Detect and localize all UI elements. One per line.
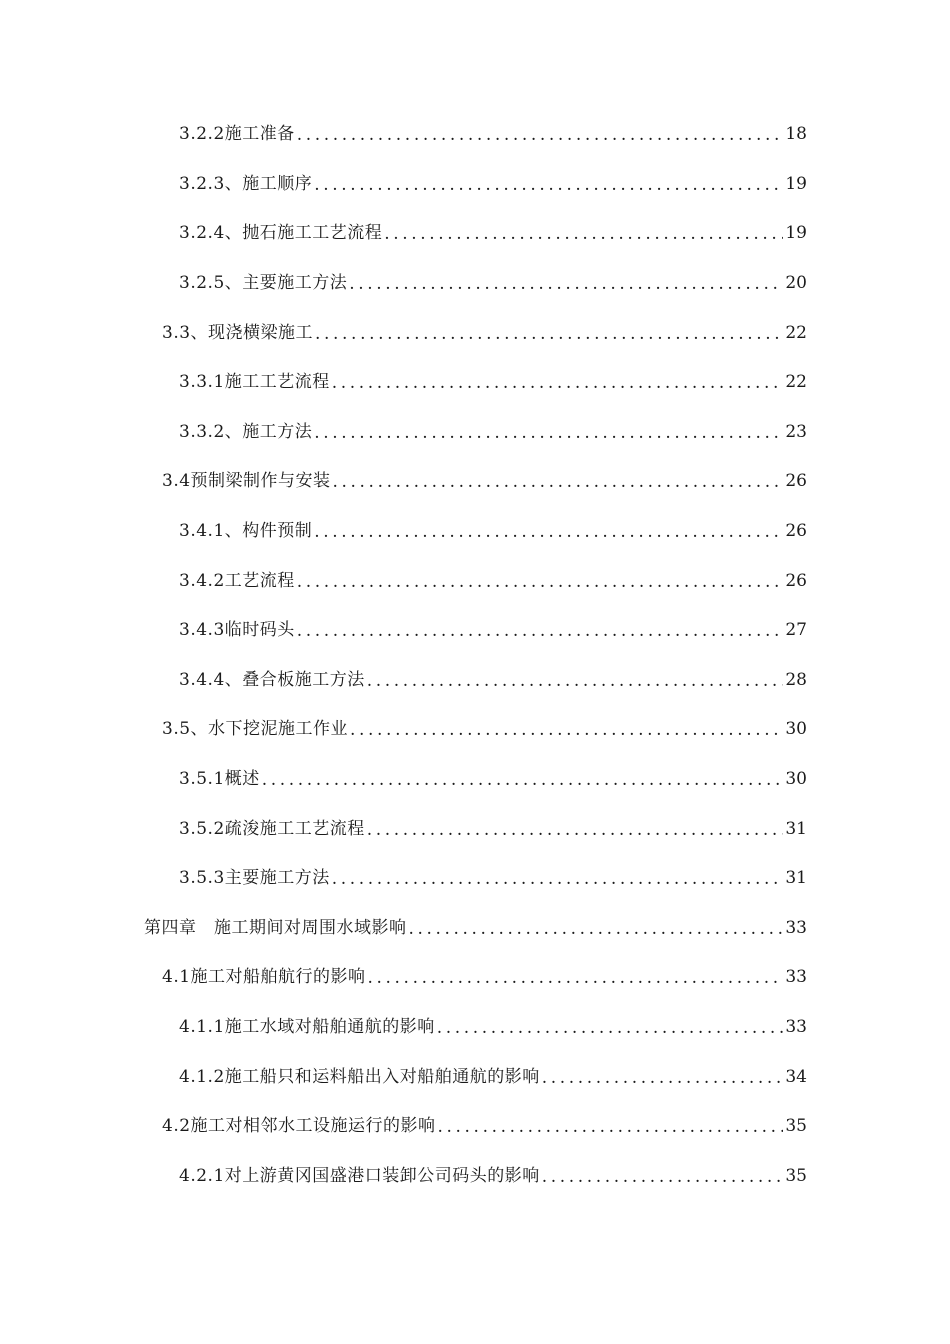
- toc-entry-page-number: 19: [785, 173, 807, 194]
- toc-entry-page-number: 33: [785, 917, 807, 938]
- toc-dot-leader: [368, 970, 784, 987]
- toc-entry[interactable]: [0, 1102, 950, 1152]
- toc-entry-page-number: 30: [785, 719, 807, 740]
- toc-entry[interactable]: [0, 705, 950, 755]
- toc-entry-title: 3.4.3临时码头: [179, 620, 295, 641]
- toc-entry-title: 4.1施工对船舶航行的影响: [162, 967, 366, 988]
- toc-entry-title: 3.2.4、抛石施工工艺流程: [179, 223, 383, 244]
- toc-entry[interactable]: [0, 755, 950, 805]
- toc-entry-title: 3.2.3、施工顺序: [179, 173, 313, 194]
- toc-entry-page-number: 26: [785, 570, 807, 591]
- toc-dot-leader: [437, 1020, 784, 1037]
- toc-dot-leader: [384, 226, 783, 243]
- toc-entry[interactable]: [0, 507, 950, 557]
- toc-entry-page-number: 27: [785, 620, 807, 641]
- toc-dot-leader: [333, 474, 784, 491]
- toc-entry[interactable]: [0, 1003, 950, 1053]
- toc-entry-title: 3.5、水下挖泥施工作业: [162, 719, 349, 740]
- toc-dot-leader: [367, 822, 784, 839]
- toc-dot-leader: [297, 574, 784, 591]
- toc-dot-leader: [332, 375, 784, 392]
- toc-entry[interactable]: [0, 606, 950, 656]
- toc-entry[interactable]: [0, 656, 950, 706]
- toc-entry-page-number: 31: [785, 818, 807, 839]
- toc-entry-title: 3.3.2、施工方法: [179, 421, 313, 442]
- toc-entry[interactable]: [0, 160, 950, 210]
- toc-entry-title: 3.2.5、主要施工方法: [179, 273, 348, 294]
- toc-entry-page-number: 22: [785, 322, 807, 343]
- toc-entry[interactable]: [0, 408, 950, 458]
- toc-dot-leader: [438, 1119, 784, 1136]
- toc-entry[interactable]: [0, 259, 950, 309]
- toc-entry[interactable]: [0, 358, 950, 408]
- toc-entry-page-number: 31: [785, 868, 807, 889]
- toc-entry-title: 3.4预制梁制作与安装: [162, 471, 331, 492]
- toc-entry-title: 4.2施工对相邻水工设施运行的影响: [162, 1116, 436, 1137]
- toc-dot-leader: [367, 673, 784, 690]
- toc-entry-title: 3.5.3主要施工方法: [179, 868, 330, 889]
- toc-entry-title: 4.1.2施工船只和运料船出入对船舶通航的影响: [179, 1066, 540, 1087]
- toc-entry[interactable]: [0, 953, 950, 1003]
- toc-entry[interactable]: [0, 110, 950, 160]
- toc-dot-leader: [314, 425, 783, 442]
- toc-entry-page-number: 33: [785, 967, 807, 988]
- toc-entry-page-number: 26: [785, 521, 807, 542]
- toc-dot-leader: [297, 623, 784, 640]
- toc-entry-title: 3.2.2施工准备: [179, 124, 295, 145]
- toc-entry-title: 3.4.1、构件预制: [179, 521, 313, 542]
- toc-dot-leader: [349, 276, 783, 293]
- toc-entry-title: 3.5.1概述: [179, 769, 260, 790]
- toc-entry-page-number: 35: [785, 1165, 807, 1186]
- toc-entry-page-number: 26: [785, 471, 807, 492]
- toc-entry[interactable]: [0, 854, 950, 904]
- toc-entry-page-number: 23: [785, 421, 807, 442]
- toc-entry-page-number: 34: [785, 1066, 807, 1087]
- toc-entry-page-number: 20: [785, 273, 807, 294]
- toc-dot-leader: [542, 1070, 784, 1087]
- toc-entry-title: 4.1.1施工水域对船舶通航的影响: [179, 1016, 435, 1037]
- toc-entry[interactable]: [0, 308, 950, 358]
- toc-dot-leader: [350, 722, 783, 739]
- toc-entry-title: 3.4.4、叠合板施工方法: [179, 669, 365, 690]
- toc-entry[interactable]: [0, 1151, 950, 1201]
- toc-dot-leader: [297, 127, 784, 144]
- toc-dot-leader: [542, 1169, 784, 1186]
- toc-entry-title: 3.3、现浇横梁施工: [162, 322, 314, 343]
- toc-dot-leader: [332, 871, 784, 888]
- toc-dot-leader: [409, 921, 784, 938]
- toc-entry-page-number: 19: [785, 223, 807, 244]
- toc-entry-page-number: 22: [785, 372, 807, 393]
- table-of-contents: [0, 110, 950, 1201]
- toc-entry[interactable]: [0, 1052, 950, 1102]
- toc-entry[interactable]: [0, 556, 950, 606]
- toc-entry[interactable]: [0, 457, 950, 507]
- toc-entry-page-number: 18: [785, 124, 807, 145]
- toc-entry-title: 3.4.2工艺流程: [179, 570, 295, 591]
- toc-entry-page-number: 28: [785, 669, 807, 690]
- toc-entry-title: 3.5.2疏浚施工工艺流程: [179, 818, 365, 839]
- toc-entry-page-number: 30: [785, 769, 807, 790]
- toc-entry[interactable]: [0, 209, 950, 259]
- toc-entry[interactable]: [0, 904, 950, 954]
- toc-entry-title: 第四章 施工期间对周围水域影响: [144, 917, 407, 938]
- toc-entry-page-number: 33: [785, 1016, 807, 1037]
- toc-entry-title: 3.3.1施工工艺流程: [179, 372, 330, 393]
- toc-dot-leader: [314, 177, 783, 194]
- toc-dot-leader: [262, 772, 784, 789]
- toc-entry-page-number: 35: [785, 1116, 807, 1137]
- toc-entry[interactable]: [0, 804, 950, 854]
- toc-dot-leader: [314, 524, 783, 541]
- toc-dot-leader: [315, 326, 783, 343]
- toc-entry-title: 4.2.1对上游黄冈国盛港口装卸公司码头的影响: [179, 1165, 540, 1186]
